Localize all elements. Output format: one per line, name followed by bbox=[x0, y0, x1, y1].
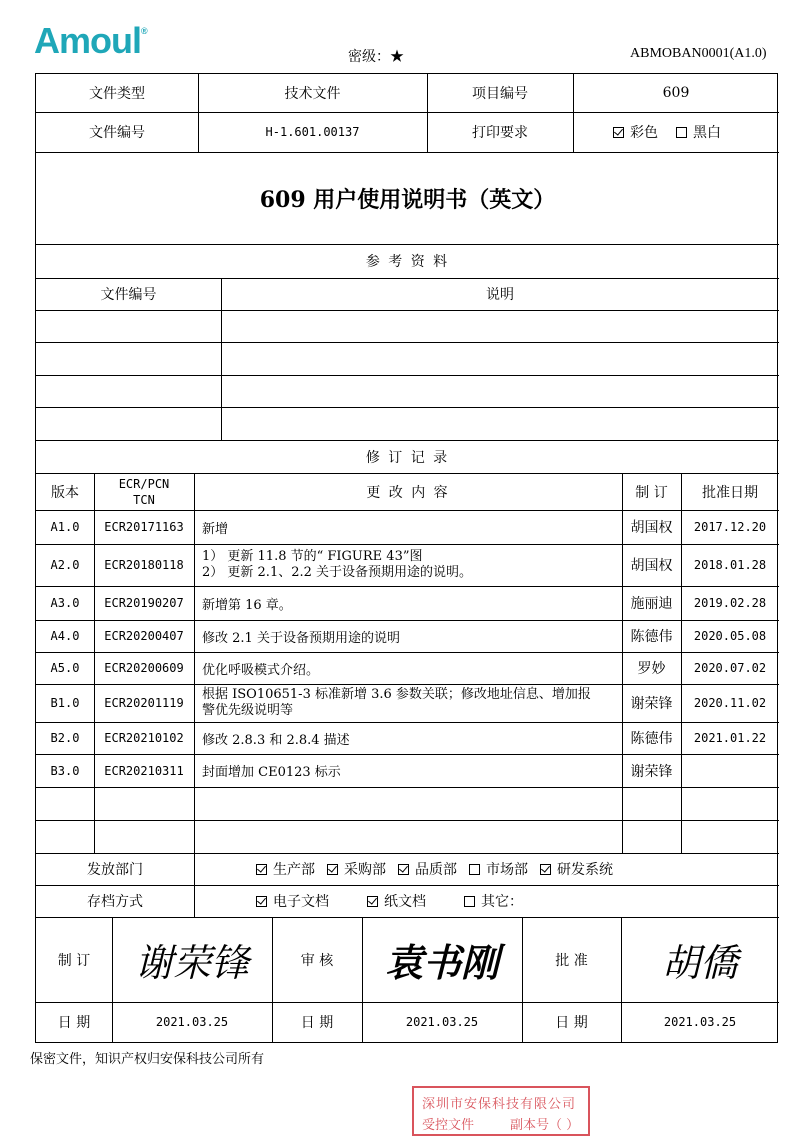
distribution-label: 发放部门 bbox=[87, 862, 143, 878]
checkbox-empty-icon bbox=[676, 127, 687, 138]
revision-ecr: ECR20210311 bbox=[104, 763, 184, 778]
revision-content-line: 2） 更新 2.1、2.2 关于设备预期用途的说明。 bbox=[202, 565, 473, 580]
revision-col-content: 更 改 内 容 bbox=[366, 484, 450, 501]
edit-signature: 谢荣锋 bbox=[134, 941, 249, 985]
checkbox-checked-icon bbox=[613, 127, 624, 138]
revision-version: A4.0 bbox=[50, 629, 80, 643]
distribution-option-label: 生产部 bbox=[273, 862, 315, 878]
revision-content: 修改 2.1 关于设备预期用途的说明 bbox=[202, 630, 400, 646]
revision-version: A2.0 bbox=[50, 558, 80, 572]
checkbox-empty-icon bbox=[464, 896, 475, 907]
revision-editor: 谢荣锋 bbox=[630, 696, 673, 712]
date-label-3: 日 期 bbox=[555, 1015, 588, 1031]
date-label-1: 日 期 bbox=[57, 1015, 91, 1031]
approve-date: 2021.03.25 bbox=[663, 1015, 737, 1029]
revision-editor: 陈德伟 bbox=[630, 629, 673, 645]
distribution-option[interactable] bbox=[256, 859, 315, 879]
distribution-options bbox=[194, 853, 779, 885]
approve-signature: 胡僑 bbox=[661, 941, 738, 985]
revision-col-ecr: ECR/PCN TCN bbox=[118, 476, 170, 507]
doc-type-value: 技术文件 bbox=[284, 86, 341, 102]
revision-col-date: 批准日期 bbox=[702, 484, 758, 501]
checkbox-checked-icon bbox=[256, 864, 267, 875]
revision-date: 2017.12.20 bbox=[693, 520, 767, 534]
revision-version: B1.0 bbox=[50, 696, 80, 710]
checkbox-checked-icon bbox=[327, 864, 338, 875]
revision-ecr: ECR20180118 bbox=[104, 558, 184, 572]
distribution-option[interactable] bbox=[540, 859, 613, 879]
document-frame bbox=[35, 73, 778, 1043]
reference-heading: 参 考 资 料 bbox=[365, 254, 450, 270]
distribution-option[interactable] bbox=[327, 859, 386, 879]
distribution-option-label: 采购部 bbox=[344, 862, 386, 878]
revision-editor: 胡国权 bbox=[630, 520, 673, 536]
revision-editor: 谢荣锋 bbox=[630, 763, 673, 780]
edit-label: 制 订 bbox=[57, 952, 91, 969]
revision-version: A3.0 bbox=[50, 596, 80, 610]
revision-ecr: ECR20200609 bbox=[104, 661, 184, 675]
project-no-value: 609 bbox=[662, 85, 690, 101]
revision-ecr: ECR20201119 bbox=[104, 696, 184, 710]
archive-option[interactable] bbox=[464, 891, 523, 911]
revision-editor: 罗妙 bbox=[637, 661, 666, 677]
revision-date: 2019.02.28 bbox=[693, 596, 767, 610]
distribution-option-label: 品质部 bbox=[415, 862, 457, 878]
distribution-option[interactable] bbox=[398, 859, 457, 879]
print-label: 打印要求 bbox=[472, 125, 528, 141]
archive-option[interactable] bbox=[367, 891, 426, 911]
review-signature: 袁书刚 bbox=[384, 940, 499, 985]
distribution-option-label: 市场部 bbox=[486, 862, 528, 878]
revision-content: 新增 bbox=[202, 521, 229, 537]
project-no-label: 项目编号 bbox=[472, 86, 528, 102]
edit-date: 2021.03.25 bbox=[155, 1015, 229, 1029]
checkbox-checked-icon bbox=[398, 864, 409, 875]
revision-content bbox=[194, 544, 622, 586]
distribution-option-label: 研发系统 bbox=[557, 862, 613, 878]
archive-options bbox=[194, 885, 779, 917]
controlled-copy-stamp bbox=[412, 1086, 590, 1136]
stamp-copy-no: 副本号（ ） bbox=[510, 1118, 580, 1133]
revision-ecr: ECR20210102 bbox=[104, 731, 184, 745]
checkbox-checked-icon bbox=[367, 896, 378, 907]
print-options bbox=[573, 112, 779, 152]
confidential-footer: 保密文件，知识产权归安保科技公司所有 bbox=[30, 1052, 265, 1067]
reference-col-docno: 文件编号 bbox=[100, 287, 157, 303]
archive-option-label: 其它： bbox=[481, 894, 523, 910]
approve-label: 批 准 bbox=[555, 952, 588, 969]
revision-col-version: 版本 bbox=[51, 484, 79, 501]
checkbox-checked-icon bbox=[256, 896, 267, 907]
revision-version: B2.0 bbox=[50, 731, 80, 745]
revision-date: 2020.05.08 bbox=[693, 629, 767, 643]
revision-col-editor: 制 订 bbox=[635, 484, 668, 501]
date-label-2: 日 期 bbox=[300, 1015, 334, 1031]
document-title: 609 用户使用说明书（英文） bbox=[259, 186, 556, 213]
revision-date: 2018.01.28 bbox=[693, 558, 767, 572]
revision-content bbox=[194, 684, 622, 722]
revision-content-line: 1） 更新 11.8 节的“ FIGURE 43”图 bbox=[202, 549, 423, 564]
revision-content-line: 警优先级说明等 bbox=[202, 703, 294, 718]
company-logo: Amoul® bbox=[34, 20, 147, 61]
stamp-company: 深圳市安保科技有限公司 bbox=[422, 1097, 577, 1112]
checkbox-empty-icon bbox=[469, 864, 480, 875]
doc-no-label: 文件编号 bbox=[89, 125, 145, 141]
print-bw-option[interactable]: 黑白 bbox=[676, 122, 721, 142]
print-color-option[interactable]: 彩色 bbox=[613, 122, 658, 142]
revision-ecr: ECR20190207 bbox=[104, 596, 184, 610]
archive-option[interactable] bbox=[256, 891, 329, 911]
revision-date: 2020.07.02 bbox=[693, 661, 767, 675]
revision-content: 新增第 16 章。 bbox=[202, 597, 292, 613]
revision-version: A5.0 bbox=[50, 661, 80, 675]
revision-date: 2020.11.02 bbox=[693, 696, 767, 710]
reference-col-desc: 说明 bbox=[486, 287, 514, 303]
doc-type-label: 文件类型 bbox=[89, 86, 145, 102]
template-doc-number: ABMOBAN0001(A1.0) bbox=[630, 46, 767, 61]
archive-option-label: 电子文档 bbox=[273, 894, 329, 910]
revision-content: 优化呼吸模式介绍。 bbox=[202, 662, 320, 678]
revision-version: B3.0 bbox=[50, 763, 80, 778]
revision-date: 2021.01.22 bbox=[693, 731, 767, 745]
distribution-option[interactable] bbox=[469, 859, 528, 879]
revision-editor: 陈德伟 bbox=[630, 731, 673, 747]
revision-editor: 施丽迪 bbox=[630, 596, 673, 612]
revision-editor: 胡国权 bbox=[630, 558, 673, 574]
review-label: 审 核 bbox=[300, 952, 334, 969]
revision-ecr: ECR20171163 bbox=[104, 520, 184, 534]
review-date: 2021.03.25 bbox=[405, 1015, 479, 1029]
archive-label: 存档方式 bbox=[87, 894, 143, 910]
revision-ecr: ECR20200407 bbox=[104, 629, 184, 643]
revision-heading: 修 订 记 录 bbox=[365, 449, 450, 466]
doc-no-value: H-1.601.00137 bbox=[265, 125, 360, 139]
revision-content: 封面增加 CE0123 标示 bbox=[202, 765, 341, 780]
revision-date bbox=[681, 754, 779, 787]
secret-level: 密级：★ bbox=[348, 49, 404, 65]
stamp-controlled: 受控文件 bbox=[422, 1118, 475, 1133]
checkbox-checked-icon bbox=[540, 864, 551, 875]
revision-content-line: 根据 ISO10651-3 标准新增 3.6 参数关联；修改地址信息、增加报 bbox=[202, 687, 591, 702]
archive-option-label: 纸文档 bbox=[384, 894, 426, 910]
revision-content: 修改 2.8.3 和 2.8.4 描述 bbox=[202, 732, 350, 748]
revision-version: A1.0 bbox=[50, 520, 80, 534]
